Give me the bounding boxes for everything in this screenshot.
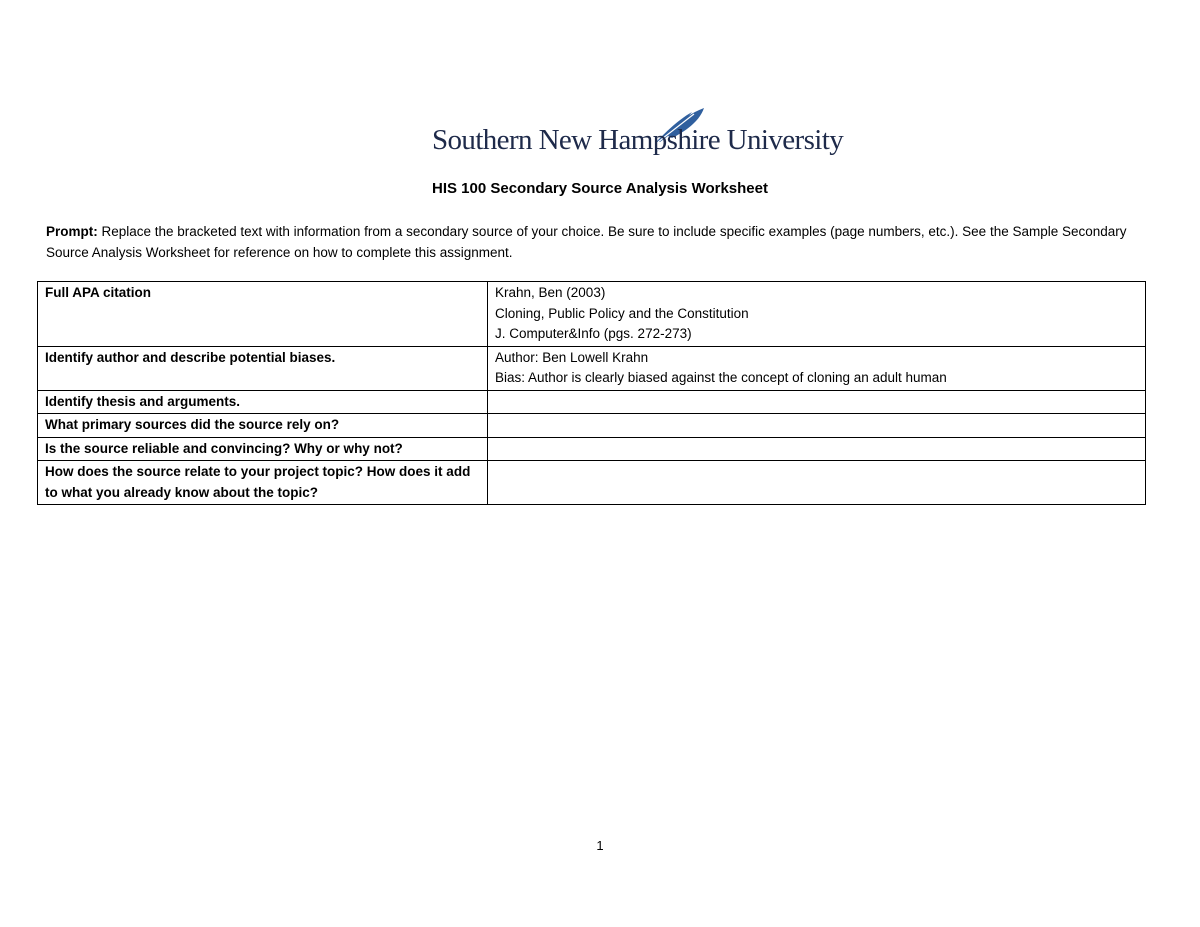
answer-cell [488,437,1146,461]
question-cell: What primary sources did the source rely on? [38,414,488,438]
question-cell: How does the source relate to your project topic? How does it add to what you already know about the topic? [38,461,488,505]
answer-line: Cloning, Public Policy and the Constitution [495,305,749,321]
prompt-text: Replace the bracketed text with information from a secondary source of your choice. Be sure to include specific examples (page numbers, etc.). See the Sample Secondary Source Analysis Worksheet for reference on how to complete this assignment. [46,224,1127,260]
answer-line: Krahn, Ben (2003) [495,285,606,300]
table-row [38,461,1146,505]
answer-line: Author: Ben Lowell Krahn [495,349,649,365]
analysis-table [37,281,1146,505]
question-cell: Full APA citation [38,282,488,347]
answer-cell [488,461,1146,505]
university-logo [432,106,844,162]
table-row [38,282,1146,347]
question-cell: Is the source reliable and convincing? Why or why not? [38,437,488,461]
table-row [38,390,1146,414]
table-row [38,346,1146,390]
prompt-paragraph [46,221,1146,263]
question-cell: Identify thesis and arguments. [38,390,488,414]
page-number: 1 [596,838,604,853]
question-cell: Identify author and describe potential biases. [38,346,488,390]
answer-line: J. Computer&Info (pgs. 272-273) [495,326,692,341]
answer-cell [488,282,1146,347]
answer-line: Bias: Author is clearly biased against the concept of cloning an adult human [495,370,947,385]
table-row [38,414,1146,438]
answer-cell [488,414,1146,438]
answer-cell [488,390,1146,414]
prompt-label: Prompt: [46,224,98,239]
table-row [38,437,1146,461]
page-title: HIS 100 Secondary Source Analysis Worksheet [432,180,768,197]
logo-wordmark: Southern New Hampshire University [432,124,844,156]
answer-cell [488,346,1146,390]
